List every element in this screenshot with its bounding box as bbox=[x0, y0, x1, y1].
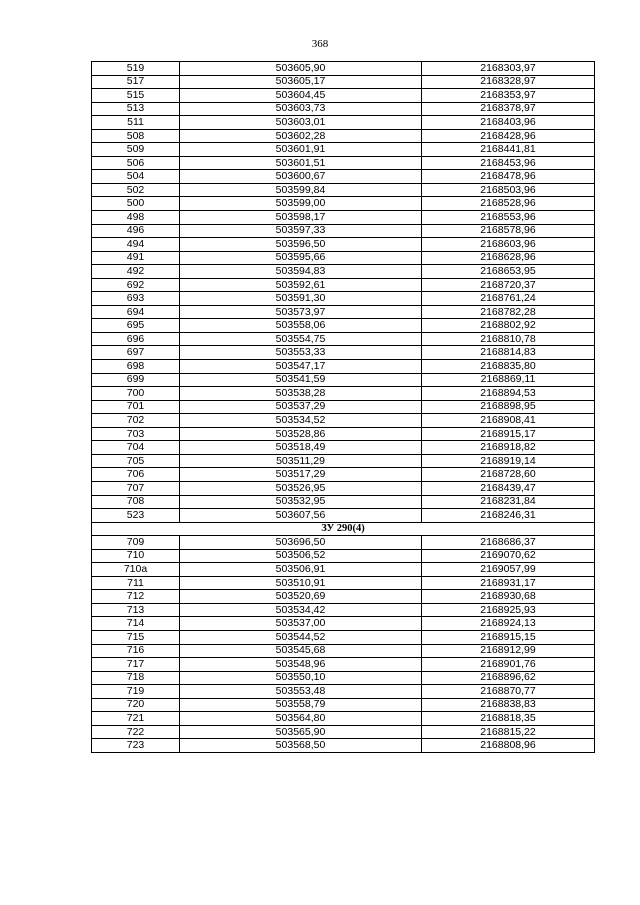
y-coordinate-cell: 2168439,47 bbox=[422, 481, 595, 495]
table-row bbox=[92, 238, 595, 252]
table-row bbox=[92, 265, 595, 279]
table-row bbox=[92, 197, 595, 211]
y-coordinate-cell: 2168303,97 bbox=[422, 62, 595, 76]
x-coordinate-cell: 503545,68 bbox=[180, 644, 422, 658]
point-number-cell: 715 bbox=[92, 630, 180, 644]
y-coordinate-cell: 2168818,35 bbox=[422, 712, 595, 726]
x-coordinate-cell: 503595,66 bbox=[180, 251, 422, 265]
coordinates-table-part-1 bbox=[92, 62, 595, 523]
x-coordinate-cell: 503532,95 bbox=[180, 495, 422, 509]
point-number-cell: 513 bbox=[92, 102, 180, 116]
y-coordinate-cell: 2168378,97 bbox=[422, 102, 595, 116]
table-row bbox=[92, 671, 595, 685]
y-coordinate-cell: 2168930,68 bbox=[422, 590, 595, 604]
table-row bbox=[92, 89, 595, 103]
y-coordinate-cell: 2168353,97 bbox=[422, 89, 595, 103]
table-row bbox=[92, 549, 595, 563]
x-coordinate-cell: 503568,50 bbox=[180, 739, 422, 753]
y-coordinate-cell: 2168528,96 bbox=[422, 197, 595, 211]
x-coordinate-cell: 503528,86 bbox=[180, 427, 422, 441]
x-coordinate-cell: 503506,91 bbox=[180, 563, 422, 577]
point-number-cell: 702 bbox=[92, 414, 180, 428]
point-number-cell: 713 bbox=[92, 603, 180, 617]
x-coordinate-cell: 503554,75 bbox=[180, 332, 422, 346]
y-coordinate-cell: 2168802,92 bbox=[422, 319, 595, 333]
y-coordinate-cell: 2168901,76 bbox=[422, 658, 595, 672]
x-coordinate-cell: 503534,42 bbox=[180, 603, 422, 617]
x-coordinate-cell: 503602,28 bbox=[180, 129, 422, 143]
y-coordinate-cell: 2168896,62 bbox=[422, 671, 595, 685]
table-row bbox=[92, 292, 595, 306]
point-number-cell: 496 bbox=[92, 224, 180, 238]
page-number: 368 bbox=[311, 38, 329, 50]
point-number-cell: 491 bbox=[92, 251, 180, 265]
x-coordinate-cell: 503547,17 bbox=[180, 360, 422, 374]
table-row bbox=[92, 495, 595, 509]
table-row bbox=[92, 278, 595, 292]
x-coordinate-cell: 503603,73 bbox=[180, 102, 422, 116]
point-number-cell: 502 bbox=[92, 183, 180, 197]
table-row bbox=[92, 698, 595, 712]
x-coordinate-cell: 503537,29 bbox=[180, 400, 422, 414]
point-number-cell: 506 bbox=[92, 156, 180, 170]
point-number-cell: 508 bbox=[92, 129, 180, 143]
table-row bbox=[92, 739, 595, 753]
x-coordinate-cell: 503601,51 bbox=[180, 156, 422, 170]
table-row bbox=[92, 644, 595, 658]
point-number-cell: 699 bbox=[92, 373, 180, 387]
y-coordinate-cell: 2168919,14 bbox=[422, 454, 595, 468]
y-coordinate-cell: 2168603,96 bbox=[422, 238, 595, 252]
table-row bbox=[92, 75, 595, 89]
x-coordinate-cell: 503558,06 bbox=[180, 319, 422, 333]
x-coordinate-cell: 503510,91 bbox=[180, 576, 422, 590]
table-row bbox=[92, 427, 595, 441]
point-number-cell: 711 bbox=[92, 576, 180, 590]
y-coordinate-cell: 2168915,17 bbox=[422, 427, 595, 441]
table-row bbox=[92, 62, 595, 76]
table-row bbox=[92, 373, 595, 387]
x-coordinate-cell: 503598,17 bbox=[180, 211, 422, 225]
y-coordinate-cell: 2168908,41 bbox=[422, 414, 595, 428]
x-coordinate-cell: 503517,29 bbox=[180, 468, 422, 482]
point-number-cell: 720 bbox=[92, 698, 180, 712]
table-row bbox=[92, 129, 595, 143]
x-coordinate-cell: 503600,67 bbox=[180, 170, 422, 184]
x-coordinate-cell: 503604,45 bbox=[180, 89, 422, 103]
table-row bbox=[92, 156, 595, 170]
y-coordinate-cell: 2168453,96 bbox=[422, 156, 595, 170]
y-coordinate-cell: 2168246,31 bbox=[422, 509, 595, 523]
y-coordinate-cell: 2168686,37 bbox=[422, 536, 595, 550]
table-row bbox=[92, 454, 595, 468]
section-header-group bbox=[92, 522, 595, 536]
coordinates-table-part-2 bbox=[92, 536, 595, 753]
x-coordinate-cell: 503592,61 bbox=[180, 278, 422, 292]
y-coordinate-cell: 2168925,93 bbox=[422, 603, 595, 617]
y-coordinate-cell: 2168503,96 bbox=[422, 183, 595, 197]
coordinates-table bbox=[91, 61, 595, 753]
y-coordinate-cell: 2168838,83 bbox=[422, 698, 595, 712]
table-row bbox=[92, 183, 595, 197]
x-coordinate-cell: 503538,28 bbox=[180, 387, 422, 401]
table-row bbox=[92, 224, 595, 238]
x-coordinate-cell: 503605,17 bbox=[180, 75, 422, 89]
point-number-cell: 709 bbox=[92, 536, 180, 550]
point-number-cell: 698 bbox=[92, 360, 180, 374]
x-coordinate-cell: 503541,59 bbox=[180, 373, 422, 387]
y-coordinate-cell: 2168478,96 bbox=[422, 170, 595, 184]
y-coordinate-cell: 2168915,15 bbox=[422, 630, 595, 644]
point-number-cell: 692 bbox=[92, 278, 180, 292]
point-number-cell: 722 bbox=[92, 725, 180, 739]
point-number-cell: 523 bbox=[92, 509, 180, 523]
table-row bbox=[92, 414, 595, 428]
x-coordinate-cell: 503518,49 bbox=[180, 441, 422, 455]
point-number-cell: 714 bbox=[92, 617, 180, 631]
y-coordinate-cell: 2168728,60 bbox=[422, 468, 595, 482]
y-coordinate-cell: 2168924,13 bbox=[422, 617, 595, 631]
point-number-cell: 703 bbox=[92, 427, 180, 441]
x-coordinate-cell: 503597,33 bbox=[180, 224, 422, 238]
table-row bbox=[92, 170, 595, 184]
point-number-cell: 494 bbox=[92, 238, 180, 252]
y-coordinate-cell: 2168628,96 bbox=[422, 251, 595, 265]
y-coordinate-cell: 2168870,77 bbox=[422, 685, 595, 699]
point-number-cell: 509 bbox=[92, 143, 180, 157]
point-number-cell: 710 bbox=[92, 549, 180, 563]
point-number-cell: 712 bbox=[92, 590, 180, 604]
point-number-cell: 710а bbox=[92, 563, 180, 577]
point-number-cell: 693 bbox=[92, 292, 180, 306]
section-header-row bbox=[92, 522, 595, 536]
point-number-cell: 498 bbox=[92, 211, 180, 225]
y-coordinate-cell: 2168898,95 bbox=[422, 400, 595, 414]
y-coordinate-cell: 2168782,28 bbox=[422, 305, 595, 319]
point-number-cell: 500 bbox=[92, 197, 180, 211]
table-row bbox=[92, 400, 595, 414]
y-coordinate-cell: 2169070,62 bbox=[422, 549, 595, 563]
y-coordinate-cell: 2168810,78 bbox=[422, 332, 595, 346]
table-row bbox=[92, 481, 595, 495]
table-row bbox=[92, 346, 595, 360]
table-row bbox=[92, 590, 595, 604]
y-coordinate-cell: 2168912,99 bbox=[422, 644, 595, 658]
point-number-cell: 492 bbox=[92, 265, 180, 279]
y-coordinate-cell: 2168328,97 bbox=[422, 75, 595, 89]
x-coordinate-cell: 503601,91 bbox=[180, 143, 422, 157]
y-coordinate-cell: 2168869,11 bbox=[422, 373, 595, 387]
x-coordinate-cell: 503607,56 bbox=[180, 509, 422, 523]
x-coordinate-cell: 503511,29 bbox=[180, 454, 422, 468]
x-coordinate-cell: 503558,79 bbox=[180, 698, 422, 712]
point-number-cell: 696 bbox=[92, 332, 180, 346]
table-row bbox=[92, 305, 595, 319]
x-coordinate-cell: 503506,52 bbox=[180, 549, 422, 563]
point-number-cell: 721 bbox=[92, 712, 180, 726]
y-coordinate-cell: 2168578,96 bbox=[422, 224, 595, 238]
x-coordinate-cell: 503544,52 bbox=[180, 630, 422, 644]
y-coordinate-cell: 2168815,22 bbox=[422, 725, 595, 739]
table-row bbox=[92, 319, 595, 333]
point-number-cell: 694 bbox=[92, 305, 180, 319]
point-number-cell: 700 bbox=[92, 387, 180, 401]
x-coordinate-cell: 503603,01 bbox=[180, 116, 422, 130]
point-number-cell: 511 bbox=[92, 116, 180, 130]
y-coordinate-cell: 2168808,96 bbox=[422, 739, 595, 753]
y-coordinate-cell: 2168918,82 bbox=[422, 441, 595, 455]
point-number-cell: 706 bbox=[92, 468, 180, 482]
table-row bbox=[92, 211, 595, 225]
y-coordinate-cell: 2168931,17 bbox=[422, 576, 595, 590]
point-number-cell: 718 bbox=[92, 671, 180, 685]
x-coordinate-cell: 503548,96 bbox=[180, 658, 422, 672]
point-number-cell: 517 bbox=[92, 75, 180, 89]
x-coordinate-cell: 503591,30 bbox=[180, 292, 422, 306]
x-coordinate-cell: 503520,69 bbox=[180, 590, 422, 604]
point-number-cell: 504 bbox=[92, 170, 180, 184]
table-row bbox=[92, 712, 595, 726]
point-number-cell: 707 bbox=[92, 481, 180, 495]
point-number-cell: 695 bbox=[92, 319, 180, 333]
table-row bbox=[92, 143, 595, 157]
x-coordinate-cell: 503605,90 bbox=[180, 62, 422, 76]
point-number-cell: 515 bbox=[92, 89, 180, 103]
x-coordinate-cell: 503553,33 bbox=[180, 346, 422, 360]
y-coordinate-cell: 2168553,96 bbox=[422, 211, 595, 225]
table-row bbox=[92, 509, 595, 523]
x-coordinate-cell: 503534,52 bbox=[180, 414, 422, 428]
table-row bbox=[92, 563, 595, 577]
table-row bbox=[92, 441, 595, 455]
x-coordinate-cell: 503550,10 bbox=[180, 671, 422, 685]
point-number-cell: 716 bbox=[92, 644, 180, 658]
x-coordinate-cell: 503553,48 bbox=[180, 685, 422, 699]
x-coordinate-cell: 503599,00 bbox=[180, 197, 422, 211]
point-number-cell: 719 bbox=[92, 685, 180, 699]
point-number-cell: 697 bbox=[92, 346, 180, 360]
y-coordinate-cell: 2168403,96 bbox=[422, 116, 595, 130]
y-coordinate-cell: 2168835,80 bbox=[422, 360, 595, 374]
y-coordinate-cell: 2168441,81 bbox=[422, 143, 595, 157]
table-row bbox=[92, 576, 595, 590]
x-coordinate-cell: 503537,00 bbox=[180, 617, 422, 631]
x-coordinate-cell: 503573,97 bbox=[180, 305, 422, 319]
point-number-cell: 701 bbox=[92, 400, 180, 414]
table-row bbox=[92, 332, 595, 346]
point-number-cell: 708 bbox=[92, 495, 180, 509]
x-coordinate-cell: 503696,50 bbox=[180, 536, 422, 550]
y-coordinate-cell: 2168428,96 bbox=[422, 129, 595, 143]
x-coordinate-cell: 503565,90 bbox=[180, 725, 422, 739]
y-coordinate-cell: 2168761,24 bbox=[422, 292, 595, 306]
x-coordinate-cell: 503599,84 bbox=[180, 183, 422, 197]
table-row bbox=[92, 387, 595, 401]
table-row bbox=[92, 725, 595, 739]
y-coordinate-cell: 2168894,53 bbox=[422, 387, 595, 401]
table-row bbox=[92, 116, 595, 130]
table-row bbox=[92, 360, 595, 374]
y-coordinate-cell: 2169057,99 bbox=[422, 563, 595, 577]
table-row bbox=[92, 603, 595, 617]
section-title: ЗУ 290(4) bbox=[92, 522, 595, 536]
table-row bbox=[92, 630, 595, 644]
y-coordinate-cell: 2168814,83 bbox=[422, 346, 595, 360]
table-row bbox=[92, 468, 595, 482]
table-row bbox=[92, 617, 595, 631]
x-coordinate-cell: 503526,95 bbox=[180, 481, 422, 495]
y-coordinate-cell: 2168720,37 bbox=[422, 278, 595, 292]
table-row bbox=[92, 251, 595, 265]
table-row bbox=[92, 536, 595, 550]
table-row bbox=[92, 658, 595, 672]
point-number-cell: 704 bbox=[92, 441, 180, 455]
y-coordinate-cell: 2168231,84 bbox=[422, 495, 595, 509]
table-row bbox=[92, 102, 595, 116]
point-number-cell: 705 bbox=[92, 454, 180, 468]
point-number-cell: 723 bbox=[92, 739, 180, 753]
x-coordinate-cell: 503596,50 bbox=[180, 238, 422, 252]
x-coordinate-cell: 503594,83 bbox=[180, 265, 422, 279]
table-row bbox=[92, 685, 595, 699]
y-coordinate-cell: 2168653,95 bbox=[422, 265, 595, 279]
x-coordinate-cell: 503564,80 bbox=[180, 712, 422, 726]
point-number-cell: 717 bbox=[92, 658, 180, 672]
point-number-cell: 519 bbox=[92, 62, 180, 76]
